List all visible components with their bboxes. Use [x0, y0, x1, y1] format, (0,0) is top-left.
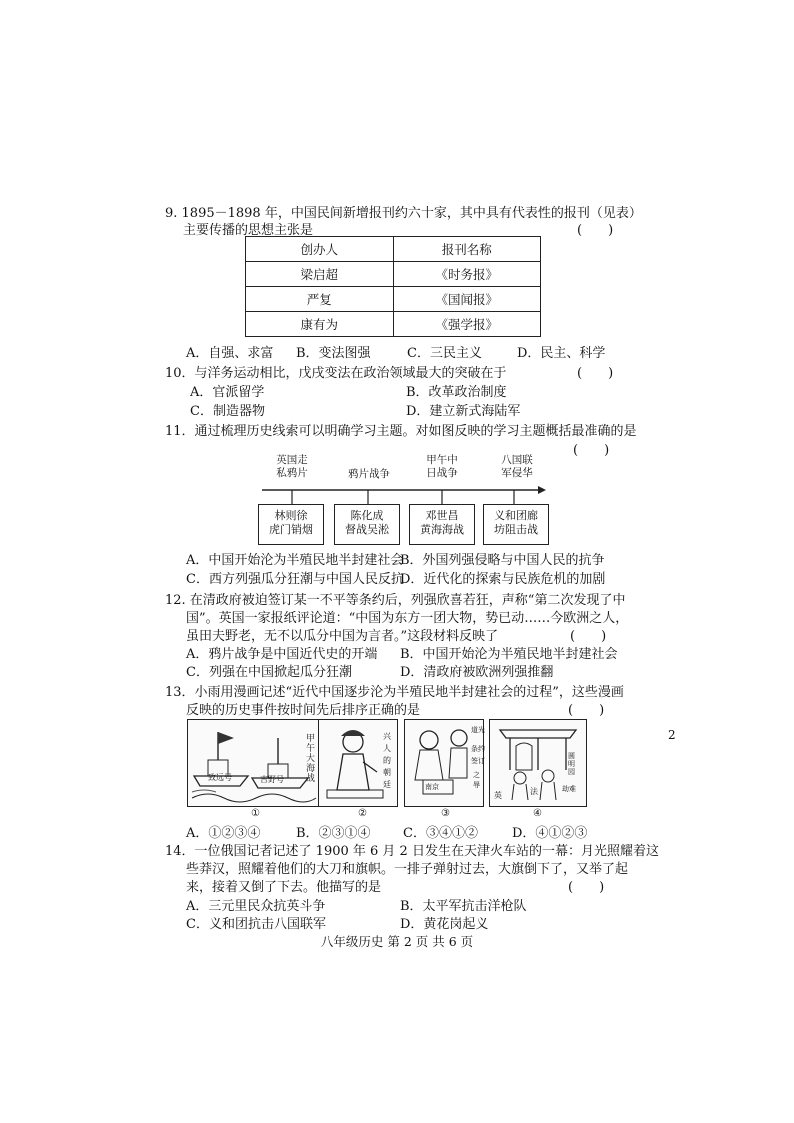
cartoon-caption: 法 [530, 787, 538, 796]
timeline-box: 邓世昌 黄海海战 [409, 504, 475, 545]
q12-option-a: A．鸦片战争是中国近代史的开端 [186, 647, 378, 662]
cartoon-number: ④ [533, 808, 542, 819]
table-row [246, 312, 541, 337]
cartoon-caption: 的 [383, 756, 391, 765]
cartoon-naval-battle [187, 719, 320, 807]
table-row [246, 262, 541, 287]
q14-stem-line1: 14．一位俄国记者记述了 1900 年 6 月 2 日发生在天津火车站的一幕：月光照耀着这 [165, 844, 659, 859]
q12-answer-paren: ( ) [570, 629, 607, 644]
table-cell: 《国闻报》 [393, 287, 541, 312]
table-cell: 严复 [246, 287, 394, 312]
cartoon-caption: 甲午大海战 [306, 734, 316, 784]
q9-option-d: D．民主、科学 [517, 346, 606, 361]
timeline-box: 陈化成 督战吴淞 [334, 504, 400, 545]
q11-option-c: C．西方列强瓜分狂潮与中国人民反抗 [186, 572, 404, 587]
cartoon-caption: 圆明园 [568, 752, 575, 776]
q11-answer-paren: ( ) [573, 443, 610, 458]
q10-option-d: D．建立新式海陆军 [406, 404, 521, 419]
cartoon-caption: 辱 [473, 781, 480, 789]
timeline-box: 林则徐 虎门销烟 [258, 504, 324, 545]
table-cell: 《强学报》 [393, 312, 541, 337]
timeline-box: 义和团廊 坊阻击战 [483, 504, 549, 545]
q14-option-d: D．黄花岗起义 [400, 917, 489, 932]
q9-option-a: A．自强、求富 [186, 346, 274, 361]
cartoon-caption: 条约 [471, 745, 485, 753]
cartoon-number: ① [251, 808, 260, 819]
q14-option-a: A．三元里民众抗英斗争 [186, 899, 326, 914]
cartoon-court-figure [318, 719, 398, 807]
table-cell: 康有为 [246, 312, 394, 337]
q13-option-d: D．④①②③ [512, 826, 588, 841]
q9-answer-paren: ( ) [577, 223, 614, 238]
q12-stem-line1: 12. 在清政府被迫签订某一不平等条约后，列强欣喜若狂，声称“第二次发现了中 [165, 593, 626, 608]
warship-illustration [188, 720, 318, 805]
table-header: 报刊名称 [393, 237, 541, 262]
cartoon-caption: 吉野号 [260, 775, 284, 784]
q14-stem-line2: 些莽汉，照耀着他们的大刀和旗帜。一排子弹射过去，大旗倒下了，又举了起 [186, 862, 629, 877]
cartoon-caption: 致远号 [208, 773, 232, 782]
page-footer: 八年级历史 第 2 页 共 6 页 [320, 934, 474, 949]
cartoon-caption: 朝 [383, 768, 391, 777]
cartoon-caption: 英 [494, 791, 502, 800]
timeline-event-label: 甲午中 日战争 [426, 454, 458, 479]
q12-option-c: C．列强在中国掀起瓜分狂潮 [186, 665, 352, 680]
q10-answer-paren: ( ) [577, 366, 614, 381]
q10-option-a: A．官派留学 [190, 385, 265, 400]
cartoon-caption: 签订 [471, 757, 485, 765]
timeline-event-label: 鸦片战争 [348, 468, 390, 480]
q10-option-c: C．制造器物 [190, 404, 265, 419]
q10-option-b: B．改革政治制度 [406, 385, 507, 400]
cartoon-caption: 廷 [383, 780, 391, 789]
cartoon-number: ③ [441, 808, 450, 819]
table-cell: 《时务报》 [393, 262, 541, 287]
q9-option-b: B．变法图强 [296, 346, 371, 361]
q9-option-c: C．三民主义 [407, 346, 482, 361]
timeline-axis [262, 484, 547, 506]
table-row [246, 287, 541, 312]
q11-stem: 11．通过梳理历史线索可以明确学习主题。对如图反映的学习主题概括最准确的是 [165, 424, 637, 439]
q14-option-b: B．太平军抗击洋枪队 [400, 899, 527, 914]
cartoon-treaty-signing [404, 719, 484, 807]
cartoon-caption: 劫难 [562, 785, 576, 793]
margin-mark: 2 [668, 728, 676, 742]
cartoon-summer-palace [489, 719, 587, 807]
timeline-event-label: 英国走 私鸦片 [276, 454, 308, 479]
q14-option-c: C．义和团抗击八国联军 [186, 917, 326, 932]
cartoon-caption: 兴 [383, 732, 391, 741]
cartoon-number: ② [358, 808, 367, 819]
q11-option-d: D．近代化的探索与民族危机的加剧 [400, 572, 606, 587]
q12-stem-line3: 虽田夫野老，无不以瓜分中国为言者。”这段材料反映了 [186, 629, 499, 644]
table-cell: 梁启超 [246, 262, 394, 287]
table-header-row [246, 237, 541, 262]
table-header: 创办人 [246, 237, 394, 262]
q14-answer-paren: ( ) [568, 880, 605, 895]
q12-stem-line2: 国”。英国一家报纸评论道：“中国为东方一团大物，势已动……今欧洲之人， [186, 611, 629, 626]
q13-option-c: C．③④①② [403, 826, 478, 841]
q9-stem-line2: 主要传播的思想主张是 [183, 223, 314, 238]
cartoon-caption: 之 [473, 771, 480, 779]
cartoon-caption: 道光 [471, 726, 485, 734]
q13-stem-line1: 13．小雨用漫画记述“近代中国逐步沦为半殖民地半封建社会的过程”，这些漫画 [165, 685, 624, 700]
q11-option-a: A．中国开始沦为半殖民地半封建社会 [186, 553, 404, 568]
timeline-event-label: 八国联 军侵华 [501, 454, 533, 479]
q13-option-a: A．①②③④ [186, 826, 261, 841]
q13-answer-paren: ( ) [568, 703, 605, 718]
q13-option-b: B．②③①④ [296, 826, 371, 841]
q14-stem-line3: 来，接着又倒了下去。他描写的是 [186, 880, 382, 895]
cartoon-caption: 人 [383, 744, 391, 753]
q13-stem-line2: 反映的历史事件按时间先后排序正确的是 [186, 703, 421, 718]
cartoon-caption: 南京 [425, 783, 439, 791]
q11-option-b: B．外国列强侵略与中国人民的抗争 [400, 553, 605, 568]
q12-option-b: B．中国开始沦为半殖民地半封建社会 [400, 647, 618, 662]
q9-stem-line1: 9. 1895－1898 年，中国民间新增报刊约六十家，其中具有代表性的报刊（见表） [165, 206, 642, 221]
q12-option-d: D．清政府被欧洲列强推翻 [400, 665, 554, 680]
q9-newspaper-table [245, 236, 541, 337]
q10-stem: 10．与洋务运动相比，戊戌变法在政治领域最大的突破在于 [165, 366, 507, 381]
